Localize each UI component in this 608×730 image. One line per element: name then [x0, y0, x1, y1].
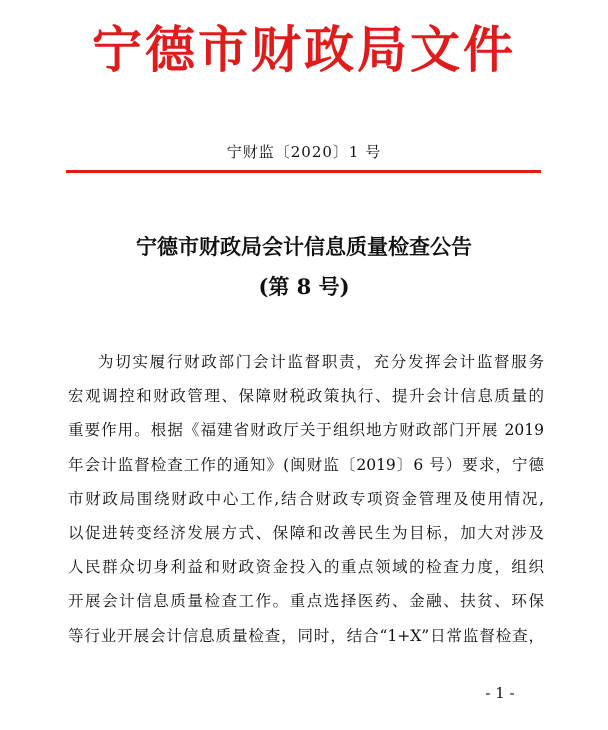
body-line: 重要作用。根据《福建省财政厅关于组织地方财政部门开展 2019 [68, 421, 544, 440]
masthead-title: 宁德市财政局文件 [92, 21, 516, 79]
page-number: - 1 - [485, 684, 515, 702]
body-line: 开展会计信息质量检查工作。重点选择医药、金融、扶贫、环保 [68, 592, 544, 611]
body-line: 以促进转变经济发展方式、保障和改善民生为目标，加大对涉及 [68, 523, 544, 542]
document-number: 宁财监〔2020〕1 号 [226, 143, 382, 161]
notice-title: 宁德市财政局会计信息质量检查公告 [136, 235, 472, 259]
body-paragraph [68, 345, 544, 653]
body-line: 人民群众切身利益和财政资金投入的重点领域的检查力度，组织 [68, 558, 544, 577]
red-rule-divider [66, 170, 541, 173]
body-line: 市财政局围绕财政中心工作,结合财政专项资金管理及使用情况, [68, 489, 544, 508]
body-line: 等行业开展会计信息质量检查，同时，结合“1+X”日常监督检查， [68, 626, 544, 645]
body-line: 为切实履行财政部门会计监督职责，充分发挥会计监督服务 [98, 353, 544, 371]
body-line: 年会计监督检查工作的通知》(闽财监〔2019〕6 号）要求，宁德 [68, 455, 544, 474]
body-line: 宏观调控和财政管理、保障财税政策执行、提升会计信息质量的 [68, 387, 544, 406]
notice-subtitle: (第 8 号) [258, 274, 350, 299]
